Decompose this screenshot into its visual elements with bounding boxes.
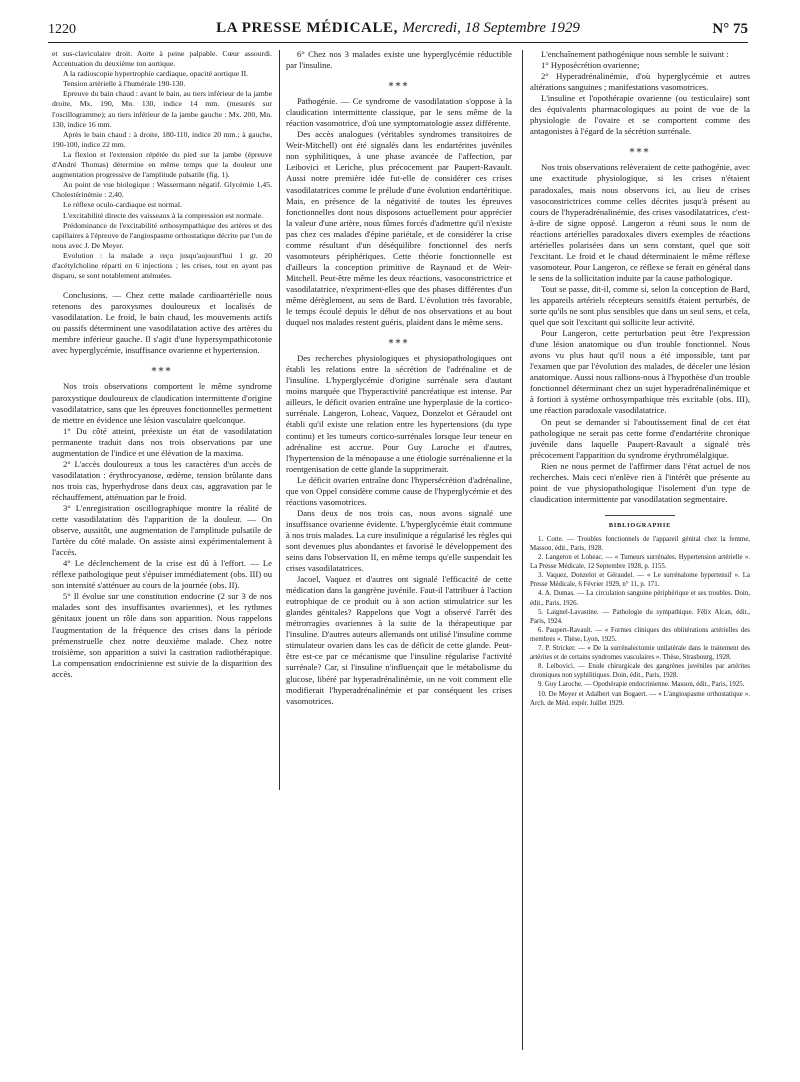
bibliography-entry: 7. P. Stricker. — « De la surrénalectomie unilatérale dans le traitement des artérites et de certains syndromes vasculaires ». Thèse, Strasbourg, 1928. xyxy=(530,645,750,662)
issue-date: Mercredi, 18 Septembre 1929 xyxy=(402,20,580,36)
obs-paragraph: Au point de vue biologique : Wassermann négatif. Glycémie 1,45. Cholestérinémie : 2,40. xyxy=(52,180,272,200)
body-paragraph: Le déficit ovarien entraîne donc l'hypersécrétion d'adrénaline, que von Oppel considère comme cause de l'hyperglycémie et des réactions vasomotrices. xyxy=(286,474,512,507)
bibliography-entry: 1. Cotte. — Troubles fonctionnels de l'appareil génital chez la femme, Masson, édit., Paris, 1928. xyxy=(530,535,750,553)
obs-paragraph: Après le bain chaud : à droite, 180-110, indice 20 mm.; à gauche, 190-100, indice 22 mm. xyxy=(52,129,272,149)
body-paragraph: Dans deux de nos trois cas, nous avons signalé une insuffisance ovarienne évidente. L'hyperglycémie était commune à nos trois malades. La cure insulinique a régularisé les règles qui sont devenues plus abondantes et favorisé le développement des seins dans l'observation II, en même temps qu'elle suspendait les crises vasodilatatrices. xyxy=(286,507,512,574)
body-paragraph: Nos trois observations relèveraient de cette pathogénie, avec une exactitude physiologique, si les crises n'étaient paradoxales, mais nous observons ici, au lieu de crises vasoconstrictrices comme celles décrites jusqu'à présent au cours de l'hyperadrénalinémie, des crises vasodilatatrices, c'est-à-dire de signe opposé. Langeron a réuni sous le nom de réactions artérielles paradoxales divers exemples de réactions artérielles polarisées dans un sens constant, quel que soit l'excitant. Le froid et le chaud déterminaient le même réflexe vasomoteur. Pour Langeron, ce réflexe se ferait en général dans le sens de la sollicitation induite par la cause pathologique. xyxy=(530,162,750,283)
bibliography-entry: 10. De Meyer et Adalbert van Bogaert. — « L'angiospasme orthostatique ». Arch. de Méd. expér. Juillet 1929. xyxy=(530,690,750,707)
bibliography-entry: 3. Vaquez, Donzelot et Géraudel. — « Le surrénalome hypertensif ». La Presse Médicale, 6 Février 1929, n° 11, p. 171. xyxy=(530,572,750,589)
bibliography-entry: 6. Paupert-Ravault. — « Formes cliniques des oblitérations artérielles des membres ». Thèse, Lyon, 1925. xyxy=(530,626,750,643)
body-paragraph: 6° Chez nos 3 malades existe une hyperglycémie réductible par l'insuline. xyxy=(286,49,512,71)
list-item: 1° Hyposécrétion ovarienne; xyxy=(541,60,640,71)
column-divider-2 xyxy=(522,50,523,1050)
column-left xyxy=(52,49,272,680)
body-paragraph: Des accès analogues (véritables syndromes transitoires de Weir-Mitchell) ont été signalés dans les endartérites juvéniles non syphilitiques, à une phase avancée de l'affection, par Leibovici et Leriche, plus précocement par Paupert-Ravault. Aussi notre première idée fut-elle de considérer ces crises vasodilatatrices comme le prélude d'une évolution endartéritique. Mais, en présence de la négativité de toutes les épreuves fonctionnelles dont nous disposons actuellement pour apprécier la valeur d'une artère, nous fûmes forcés d'admettre qu'il n'existe pas chez ces malades d'épine pariétale, et de considérer la crise comme résultant d'un déséquilibre fonctionnel des nerfs vasomoteurs périphériques. Cette théorie fonctionnelle est d'ailleurs la conception primitive de Raynaud et de Weir-Mitchell. Peut-être même les deux réactions, vasoconstrictrice et vasodilatatrice, n'expriment-elles que des phases différentes d'un même dérèglement, au sens de Bard. L'évolution très favorable, le temps écoulé depuis le début de nos observations et au bout duquel nos malades restent guéris, plaident dans le même sens. xyxy=(286,129,512,328)
column-middle xyxy=(286,49,512,707)
issue-number: N° 75 xyxy=(712,21,748,37)
list-item: 2° Hyperadrénalinémie, d'où hyperglycémie et autres altérations sanguines ; manifestations vasomotrices. xyxy=(530,71,750,93)
body-paragraph: 2° L'accès douloureux a tous les caractères d'un accès de vasodilatation : érythrocyanose, œdème, tension brûlante dans nos trois cas, hyperhydrose dans deux cas, aggravation par le réchauffement, atténuation par le froid. xyxy=(52,458,272,502)
body-paragraph: Jacoel, Vaquez et d'autres ont signalé l'efficacité de cette médication dans la gangrène juvénile. Faut-il l'attribuer à l'action eutrophique de ce produit ou à son action stimulatrice sur les glandes génitales? Rappelons que Vogt a observé l'arrêt des métrorragies ovariennes à la suite de la thérapeutique par l'insuline. D'autres auteurs allemands ont utilisé l'insuline comme stimulateur ovarien dans les cas de déficit de cette glande. Peut-être est-ce par ce mécanisme que l'insuline régularise l'activité surrénale? Car, si l'insuline n'influençait que le métabolisme du glucose, libéré par hyperadrénalinémie, on ne voit comment elle modifierait l'hyperadrénalinémie et par conséquent les crises vasomotrices. xyxy=(286,574,512,706)
body-paragraph: Rien ne nous permet de l'affirmer dans l'état actuel de nos recherches. Mais ceci n'enlève rien à l'intérêt que présente au point de vue physiopathologique l'isolement d'un type de claudication intermittente par vasodilatation segmentaire. xyxy=(530,460,750,504)
section-separator: ⁎⁎⁎ xyxy=(629,144,651,156)
section-separator: ⁎⁎⁎ xyxy=(388,78,410,90)
section-separator: ⁎⁎⁎ xyxy=(388,335,410,347)
body-paragraph: 1° Du côté atteint, préexiste un état de vasodilatation permanente traduit dans nos trois observations par une augmentation de l'indice et une élévation de la maxima. xyxy=(52,425,272,458)
body-paragraph: 3° L'enregistration oscillographique montre la réalité de cette vasodilatation dès l'apparition de la douleur. — On observe, aussitôt, une augmentation de l'amplitude pulsatile de l'artère du côté malade. On assiste ainsi expérimentalement à l'accès. xyxy=(52,503,272,558)
section-separator: ⁎⁎⁎ xyxy=(151,363,173,375)
bibliography-entry: 9. Guy Laroche. — Opothérapie endocrinienne. Masson, édit., Paris, 1925. xyxy=(538,681,745,689)
pathogenie-paragraph: Pathogénie. — Ce syndrome de vasodilatation s'oppose à la claudication intermittente classique, par le sens même de la réaction vasomotrice, d'où une symptomatologie assez différente. xyxy=(286,96,512,129)
obs-paragraph: Tension artérielle à l'humérale 190-130. xyxy=(63,79,186,89)
obs-paragraph: L'excitabilité directe des vaisseaux à la compression est normale. xyxy=(63,210,264,220)
bibliography-entry: 4. A. Dumas. — La circulation sanguine périphérique et ses troubles. Doin, édit., Paris, 1926. xyxy=(530,590,750,607)
bibliography-rule xyxy=(605,515,675,516)
body-paragraph: L'insuline et l'opothérapie ovarienne (ou testiculaire) sont des équivalents pharmacologiques au point de vue de la physiologie de l'ovaire et se comportent comme des antagonistes à l'égard de la sécrétion surrénale. xyxy=(530,93,750,137)
conclusions-paragraph: Conclusions. — Chez cette malade cardioartérielle nous retenons des paroxysmes douloureux et localisés de vasodilatation. Le froid, le bain chaud, les mouvements actifs ou passifs déterminent une vasodilatation active des artères du membre inférieur gauche. Il s'agit d'une hypersympathicotonie avec hyperglycémie, insuffisance ovarienne et hypertension. xyxy=(52,290,272,356)
bibliography-entry: 5. Laignel-Lavastine. — Pathologie du sympathique. Félix Alcan, édit., Paris, 1924. xyxy=(530,608,750,625)
obs-paragraph: Epreuve du bain chaud : avant le bain, au tiers inférieur de la jambe droite, Mx. 190, Mn. 130, indice 14 mm. (mesurés sur l'oscillogramme); au tiers inférieur de la jambe gauche : Mx. 200, Mn. 130, indice 16 mm. xyxy=(52,89,272,129)
body-paragraph: On peut se demander si l'aboutissement final de cet état pathologique ne serait pas cette forme d'endartérite chronique juvénile dans laquelle Paupert-Ravault a signalé très précocement l'apparition du syndrome érythromélalgique. xyxy=(530,416,750,460)
column-right xyxy=(530,49,750,708)
obs-paragraph: et sus-claviculaire droit. Aorte à peine palpable. Cœur assourdi. Accentuation du deuxième ton aortique. xyxy=(52,49,272,69)
bibliography-entry: 8. Leibovici. — Etude chirurgicale des gangrènes juvéniles par artérites chroniques non syphilitiques. Doin, édit., Paris, 1928. xyxy=(530,663,750,680)
bibliography-entry: 2. Langeron et Loheac. — « Tumeurs surrénales. Hypertension artérielle ». La Presse Médicale, 12 Septembre 1928, p. 1155. xyxy=(530,554,750,571)
body-paragraph: Tout se passe, dit-il, comme si, selon la conception de Bard, les appareils artériels récepteurs sensitifs étaient perturbés, de sorte qu'ils ne sont plus sensibles que dans un seul sens, et cela, quel que soit l'excitant qui sollicite leur activité. xyxy=(530,283,750,328)
obs-paragraph: La flexion et l'extension répétée du pied sur la jambe (épreuve d'André Thomas) détermine en même temps que la douleur une augmentation progressive de l'amplitude pulsatile (fig. 1). xyxy=(52,149,272,180)
obs-paragraph: A la radioscopie hypertrophie cardiaque, opacité aortique II. xyxy=(63,69,249,79)
body-paragraph: Nos trois observations comportent le même syndrome paroxystique douloureux de claudication intermittente d'origine vasodilatatrice, sans que les épreuves fonctionnelles permettent de mettre en évidence une lésion vasculaire quelconque. xyxy=(52,381,272,425)
body-paragraph: Pour Langeron, cette perturbation peut être l'expression d'une lésion anatomique ou d'un trouble fonctionnel. Nous avons vu plus haut qu'il nous a été impossible, tant par l'examen que par l'évolution des malades, de déceler une lésion anatomique. Aussi nous rallions-nous à l'hypothèse d'un trouble fonctionnel déterminant chez un sujet hyperadrénalinémique et à fortiori à système orthosympathique très excitable (obs. III), une réaction paradoxale vasodilatatrice. xyxy=(530,328,750,416)
obs-paragraph: Prédominance de l'excitabilité orthosympathique des artères et des capillaires à l'épreuve de l'angiospasme orthostatique décrite par l'un de nous avec J. De Meyer. xyxy=(52,220,272,250)
obs-paragraph: Le réflexe oculo-cardiaque est normal. xyxy=(63,200,182,210)
body-paragraph: L'enchaînement pathogénique nous semble le suivant : xyxy=(541,49,729,59)
body-paragraph: Des recherches physiologiques et physiopathologiques ont établi les relations entre la sécrétion de l'adrénaline et de l'insuline. L'hyperglycémie d'origine surrénale sera d'autant moins marquée que l'hyperactivité pancréatique est intense. Par ailleurs, le déficit ovarien entraîne une hyperplasie de la cortico-surrénale. Langeron, Loheac, Vaquez, Donzelot et Géraudel ont établi qu'il existe une relation entre les hypertensions (du type continu) et les tumeurs cortico-surrénales lorsque leur teneur en adrénaline est accrue. Pour Guy Laroche et d'autres, l'hypertension de la ménopause a une étiologie surrénalienne et la roentgenisation de cette glande la supprimerait. xyxy=(286,353,512,474)
column-divider-1 xyxy=(279,50,280,790)
body-paragraph: 4° Le déclenchement de la crise est dû à l'effort. — Le réflexe pathologique peut s'épuiser immédiatement (obs. III) ou son intensité s'atténuer au cours de la journée (obs. II). xyxy=(52,558,272,591)
journal-name: LA PRESSE MÉDICALE, xyxy=(216,20,399,36)
journal-title xyxy=(48,20,748,37)
body-paragraph: 5° Il évolue sur une constitution endocrine (2 sur 3 de nos malades sont des insuffisantes ovariennes), et les rythmes génitaux jouent un rôle dans son apparition. Nous rappelons l'augmentation de la fréquence des crises dans la période prémenstruelle chez notre deuxième malade. Chez notre troisième, son apparition a suivi la castration radiothérapique. La compensation endocrinienne est suivie de la disparition des accès. xyxy=(52,591,272,679)
obs-paragraph: Evolution : la malade a reçu jusqu'aujourd'hui 1 gr. 20 d'acétylcholine réparti en 6 injections ; les crises, tout en ayant pas disparu, se sont notablement atténuées. xyxy=(52,250,272,281)
page-header xyxy=(48,20,748,43)
page-number: 1220 xyxy=(48,22,76,37)
bibliography-heading: BIBLIOGRAPHIE xyxy=(608,521,672,529)
